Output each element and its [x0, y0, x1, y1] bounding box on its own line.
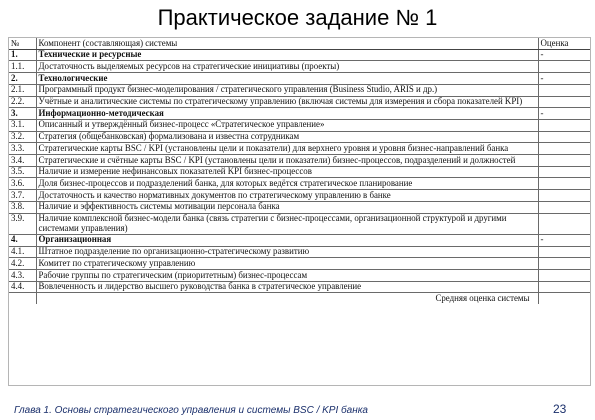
row-number: 4.4. — [9, 281, 36, 293]
row-number: 4.3. — [9, 270, 36, 282]
table-row — [9, 96, 590, 108]
row-score: - — [538, 108, 590, 120]
row-component: Достаточность выделяемых ресурсов на стратегические инициативы (проекты) — [36, 61, 538, 73]
row-number: 3.5. — [9, 166, 36, 178]
row-number: 3.4. — [9, 155, 36, 167]
row-number: 3.3. — [9, 143, 36, 155]
table-row — [9, 119, 590, 131]
row-number: 2. — [9, 73, 36, 85]
row-number: 4.1. — [9, 246, 36, 258]
row-component: Технологические — [36, 73, 538, 85]
table-row — [9, 131, 590, 143]
row-number: 2.2. — [9, 96, 36, 108]
table-row — [9, 213, 590, 234]
row-score — [538, 119, 590, 131]
row-component: Учётные и аналитические системы по стратегическому управлению (включая системы для измерения и сбора показателей KPI) — [36, 96, 538, 108]
footer-num-cell — [9, 293, 36, 304]
table-row — [9, 281, 590, 293]
row-score — [538, 258, 590, 270]
row-component: Информационно-методическая — [36, 108, 538, 120]
header-component: Компонент (составляющая) системы — [36, 38, 538, 49]
row-score — [538, 178, 590, 190]
assessment-sheet — [8, 37, 591, 386]
chapter-caption: Глава 1. Основы стратегического управления и системы BSC / KPI банка — [14, 405, 368, 416]
row-score — [538, 190, 590, 202]
row-component: Достаточность и качество нормативных документов по стратегическому управлению в банке — [36, 190, 538, 202]
table-footer-row — [9, 293, 590, 304]
row-component: Стратегия (общебанковская) формализована и известна сотрудникам — [36, 131, 538, 143]
table-row — [9, 84, 590, 96]
row-component: Организационная — [36, 234, 538, 246]
row-component: Наличие и измерение нефинансовых показателей KPI бизнес-процессов — [36, 166, 538, 178]
row-score — [538, 143, 590, 155]
row-score — [538, 131, 590, 143]
row-number: 2.1. — [9, 84, 36, 96]
row-score — [538, 201, 590, 213]
row-component: Стратегические карты BSC / KPI (установлены цели и показатели) для верхнего уровня и уровня бизнес-направлений банка — [36, 143, 538, 155]
row-score — [538, 166, 590, 178]
table-row — [9, 246, 590, 258]
row-number: 3.6. — [9, 178, 36, 190]
section-row — [9, 49, 590, 61]
row-number: 4.2. — [9, 258, 36, 270]
table-row — [9, 201, 590, 213]
average-score-cell — [538, 293, 590, 304]
table-body — [9, 49, 590, 293]
table-row — [9, 61, 590, 73]
row-number: 1. — [9, 49, 36, 61]
row-score — [538, 281, 590, 293]
row-number: 3.9. — [9, 213, 36, 234]
table-row — [9, 190, 590, 202]
row-component: Стратегические и счётные карты BSC / KPI (установлены цели и показатели) бизнес-процессов, подразделений и должностей — [36, 155, 538, 167]
table-row — [9, 258, 590, 270]
row-component: Технические и ресурсные — [36, 49, 538, 61]
row-component: Наличие комплексной бизнес-модели банка (связь стратегии с бизнес-процессами, организационной структурой и другими системами управления) — [36, 213, 538, 234]
average-score-label: Средняя оценка системы — [435, 292, 530, 303]
row-number: 3.8. — [9, 201, 36, 213]
row-score: - — [538, 49, 590, 61]
section-row — [9, 234, 590, 246]
section-row — [9, 73, 590, 85]
row-component: Доля бизнес-процессов и подразделений банка, для которых ведётся стратегическое планирование — [36, 178, 538, 190]
row-component: Описанный и утверждённый бизнес-процесс «Стратегическое управление» — [36, 119, 538, 131]
assessment-table — [9, 38, 590, 304]
table-row — [9, 166, 590, 178]
row-score — [538, 155, 590, 167]
row-number: 3.2. — [9, 131, 36, 143]
header-num: № — [9, 38, 36, 49]
row-component: Рабочие группы по стратегическим (приоритетным) бизнес-процессам — [36, 270, 538, 282]
row-number: 3. — [9, 108, 36, 120]
table-row — [9, 178, 590, 190]
row-component: Комитет по стратегическому управлению — [36, 258, 538, 270]
row-component: Программный продукт бизнес-моделирования / стратегического управления (Business Studio, ARIS и др.) — [36, 84, 538, 96]
row-number: 3.1. — [9, 119, 36, 131]
row-score: - — [538, 73, 590, 85]
section-row — [9, 108, 590, 120]
row-number: 4. — [9, 234, 36, 246]
row-score — [538, 213, 590, 234]
row-score — [538, 270, 590, 282]
row-component: Наличие и эффективность системы мотивации персонала банка — [36, 201, 538, 213]
slide-title: Практическое задание № 1 — [157, 5, 438, 30]
table-row — [9, 143, 590, 155]
row-score: - — [538, 234, 590, 246]
page-number: 23 — [553, 402, 567, 416]
row-component: Штатное подразделение по организационно-стратегическому развитию — [36, 246, 538, 258]
row-component: Вовлеченность и лидерство высшего руководства банка в стратегическое управление — [36, 281, 538, 293]
row-number: 1.1. — [9, 61, 36, 73]
row-score — [538, 246, 590, 258]
table-row — [9, 155, 590, 167]
table-row — [9, 270, 590, 282]
row-number: 3.7. — [9, 190, 36, 202]
row-score — [538, 61, 590, 73]
table-header-row — [9, 38, 590, 49]
row-score — [538, 84, 590, 96]
header-score: Оценка — [538, 38, 590, 49]
row-score — [538, 96, 590, 108]
